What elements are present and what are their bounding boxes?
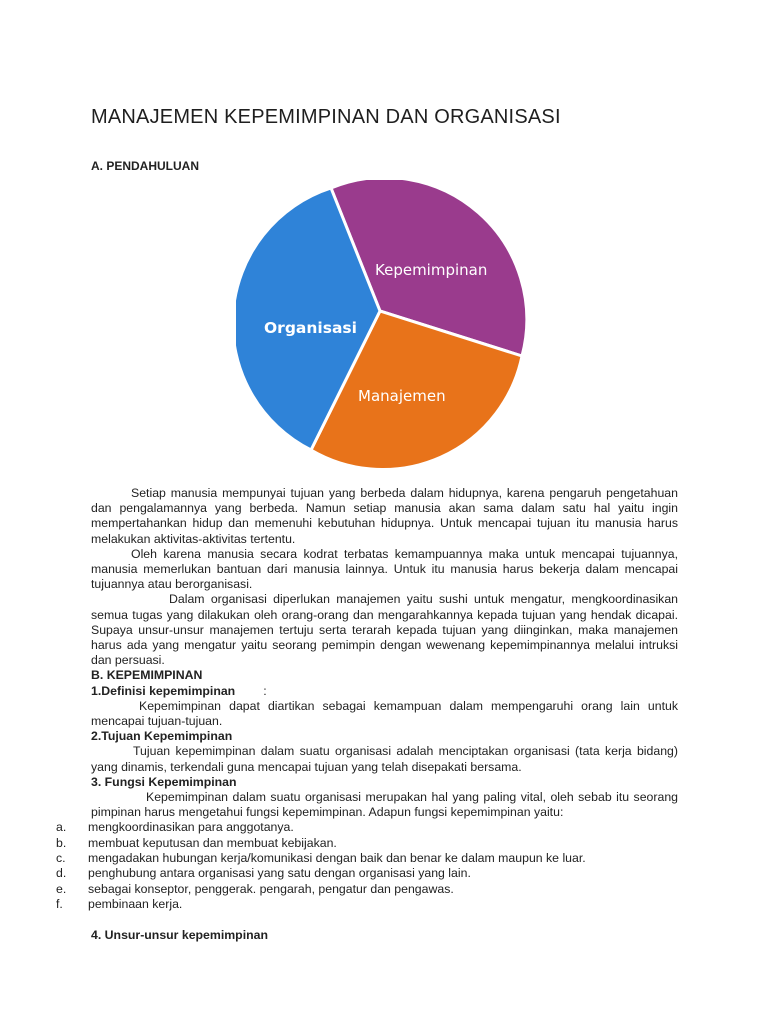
list-item-text: sebagai konseptor, penggerak. pengarah, pengatur dan pengawas. <box>88 882 454 897</box>
subheading-fungsi: 3. Fungsi Kepemimpinan <box>91 774 237 789</box>
subheading-definisi: 1.Definisi kepemimpinan <box>91 683 236 698</box>
list-item-text: mengadakan hubungan kerja/komunikasi dengan baik dan benar ke dalam maupun ke luar. <box>88 851 586 866</box>
list-item <box>56 882 454 897</box>
list-marker: b. <box>56 836 67 851</box>
paragraph: Kepemimpinan dalam suatu organisasi merupakan hal yang paling vital, oleh sebab itu seorang pimpinan harus mengetahui fungsi kepemimpinan. Adapun fungsi kepemimpinan yaitu: <box>91 790 678 820</box>
list-item-text: pembinaan kerja. <box>88 897 183 912</box>
paragraph: Kepemimpinan dapat diartikan sebagai kemampuan dalam mempengaruhi orang lain untuk mencapai tujuan-tujuan. <box>91 698 678 729</box>
list-marker: a. <box>56 820 67 835</box>
pie-label-kepemimpinan: Kepemimpinan <box>375 261 488 279</box>
list-item-text: penghubung antara organisasi yang satu dengan organisasi yang lain. <box>88 866 471 881</box>
paragraph: Setiap manusia mempunyai tujuan yang berbeda dalam hidupnya, karena pengaruh pengetahuan dan pengalamannya yang berbeda. Namun setiap manusia akan sama dalam satu hal yaitu ingin mempertahankan hidup dan memenuhi kebutuhan hidupnya. Untuk mencapai tujuan itu manusia harus melakukan aktivitas-aktivitas tertentu. <box>91 486 678 546</box>
fungsi-list <box>56 820 678 914</box>
document-body <box>56 486 678 944</box>
paragraph: Dalam organisasi diperlukan manajemen yaitu sushi untuk mengatur, mengkoordinasikan semua tugas yang dilakukan oleh orang-orang dan mengarahkannya kepada tujuan yang hendak dicapai. Supaya unsur-unsur manajemen tertuju serta terarah kepada tujuan yang diinginkan, maka manajemen harus ada yang mengatur yaitu seorang pemimpin dengan wewenang kepemimpinannya melalui intruksi dan persuasi. <box>91 592 678 668</box>
list-marker: e. <box>56 882 67 897</box>
list-item-text: membuat keputusan dan membuat kebijakan. <box>88 836 337 851</box>
pie-label-organisasi: Organisasi <box>264 319 357 337</box>
pie-svg <box>236 180 536 480</box>
list-marker: f. <box>56 897 63 912</box>
subheading-colon: : <box>263 683 267 698</box>
subheading-line <box>91 684 678 699</box>
subheading-tujuan: 2.Tujuan Kepemimpinan <box>91 729 233 744</box>
pie-diagram <box>236 180 536 480</box>
paragraph: Tujuan kepemimpinan dalam suatu organisasi adalah menciptakan organisasi (tata kerja bidang) yang dinamis, terkendali guna mencapai tujuan yang telah disepakati bersama. <box>91 744 678 774</box>
pie-label-manajemen: Manajemen <box>358 387 446 405</box>
paragraph: Oleh karena manusia secara kodrat terbatas kemampuannya maka untuk mencapai tujuannya, manusia memerlukan bantuan dari manusia lainnya. Untuk itu manusia harus bekerja dalam mencapai tujuannya atau berorganisasi. <box>91 546 678 592</box>
list-item-text: mengkoordinasikan para anggotanya. <box>88 820 294 835</box>
list-marker: c. <box>56 851 66 866</box>
list-item <box>56 836 337 851</box>
list-item <box>56 866 471 881</box>
list-item <box>56 851 586 866</box>
list-item <box>56 820 294 835</box>
subheading-unsur: 4. Unsur-unsur kepemimpinan <box>91 928 268 943</box>
list-item <box>56 897 182 912</box>
section-heading-kepemimpinan: B. KEPEMIMPINAN <box>91 668 203 683</box>
document-title: MANAJEMEN KEPEMIMPINAN DAN ORGANISASI <box>91 106 561 128</box>
list-marker: d. <box>56 866 67 881</box>
spacer <box>91 914 678 928</box>
section-heading-pendahuluan: A. PENDAHULUAN <box>91 159 199 173</box>
